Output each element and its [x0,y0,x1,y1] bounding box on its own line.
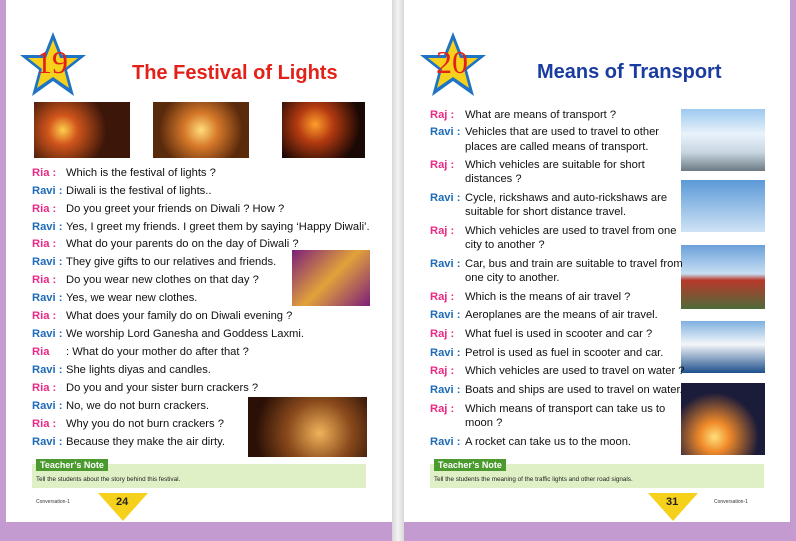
dialog-line: Ria : What do your parents do on the day of Diwali ? [32,238,299,250]
dialog-line: Raj : What fuel is used in scooter and car ? [430,328,653,340]
page-title: Means of Transport [537,61,722,83]
page-number: 24 [116,496,129,508]
dialog-line: Ravi : They give gifts to our relatives and friends. [32,256,277,268]
dialog-line: Raj : Which means of transport can take us to [430,403,666,415]
dialog-line: Raj : Which vehicles are used to travel on water ? [430,365,685,377]
dialog-line: Raj : Which is the means of air travel ? [430,291,631,303]
dialog-line: Ravi : We worship Lord Ganesha and Goddess Laxmi. [32,328,304,340]
bus-photo [681,109,765,171]
dialog-line: Ravi : Boats and ships are used to travel on water. [430,384,683,396]
dialog-line: Ravi : Aeroplanes are the means of air travel. [430,309,658,321]
footer-label: Conversation-1 [714,499,748,505]
dialog-line: Ravi : Cycle, rickshaws and auto-rickshaws are [430,192,668,204]
dialog-line: Ravi : A rocket can take us to the moon. [430,436,632,448]
chapter-number: 20 [436,44,468,80]
dialog-line-cont: moon ? [465,417,503,429]
dialog-line: Ravi : Car, bus and train are suitable to travel from [430,258,683,270]
dialog-line: Ravi : Yes, we wear new clothes. [32,292,198,304]
diya-photo-2 [153,102,249,158]
dialog-line: Ria : Do you greet your friends on Diwali ? How ? [32,203,285,215]
page-number: 31 [666,496,679,508]
train-photo [681,245,765,309]
teacher-note-text: Tell the students the meaning of the traffic lights and other road signals. [434,476,633,483]
dialog-line: Ria : Which is the festival of lights ? [32,167,216,179]
dialog-line-cont: city to another ? [465,239,545,251]
teacher-note-label: Teacher’s Note [36,459,108,471]
dialog-line: Ria : Do you and your sister burn crackers ? [32,382,259,394]
dialog-line: Ravi : Diwali is the festival of lights.. [32,185,212,197]
dialog-line: Ravi : Because they make the air dirty. [32,436,225,448]
dialog-line-cont: distances ? [465,173,522,185]
diya-photo-1 [34,102,130,158]
dialog-line: Ria : Do you wear new clothes on that day ? [32,274,259,286]
dialog-line: Ravi : She lights diyas and candles. [32,364,211,376]
family-diwali-photo [248,397,367,457]
book-spine [392,0,404,541]
chapter-number: 19 [36,44,68,80]
dialog-line-cont: suitable for short distance travel. [465,206,627,218]
dialog-line: Ravi : No, we do not burn crackers. [32,400,210,412]
dialog-line: Raj : Which vehicles are suitable for short [430,159,645,171]
dialog-line: Ria : What do your mother do after that ? [32,346,249,358]
teacher-note-label: Teacher’s Note [434,459,506,471]
dialog-line: Raj : What are means of transport ? [430,109,617,121]
dialog-line-cont: one city to another. [465,272,560,284]
page-title: The Festival of Lights [132,62,338,84]
dialog-line-cont: places are called means of transport. [465,141,649,153]
dialog-line: Ravi : Vehicles that are used to travel to other [430,126,660,138]
footer-label: Conversation-1 [36,499,70,505]
rocket-photo [681,383,765,455]
dialog-line: Ria : Why you do not burn crackers ? [32,418,224,430]
aeroplane-photo [681,180,765,232]
dialog-line: Ravi : Petrol is used as fuel in scooter and car. [430,347,664,359]
laxmi-ganesha-photo [292,250,370,306]
ship-photo [681,321,765,373]
dialog-line: Ravi : Yes, I greet my friends. I greet them by saying ‘Happy Diwali’. [32,221,370,233]
teacher-note-text: Tell the students about the story behind this festival. [36,476,181,483]
dialog-line: Ria : What does your family do on Diwali evening ? [32,310,293,322]
diya-photo-3 [282,102,365,158]
dialog-line: Raj : Which vehicles are used to travel from one [430,225,677,237]
